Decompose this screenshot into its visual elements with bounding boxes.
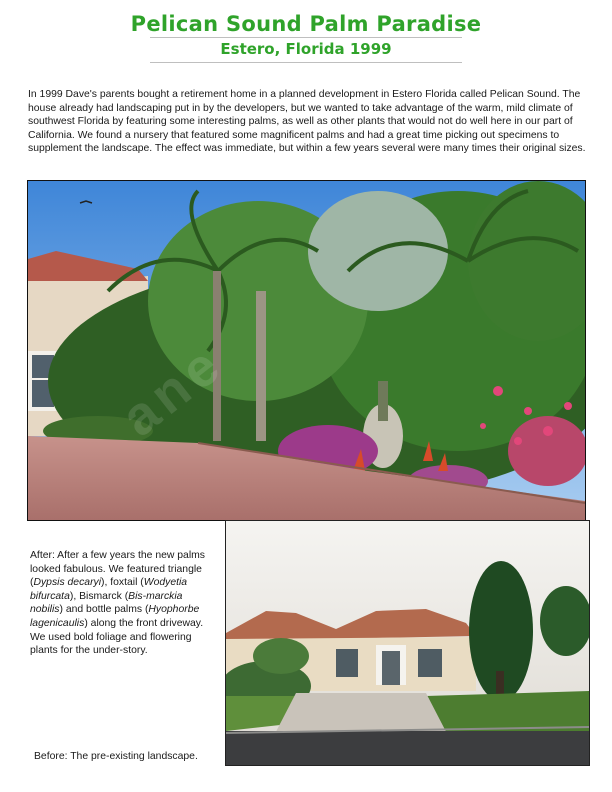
- page-title: Pelican Sound Palm Paradise: [130, 12, 482, 36]
- subtitle-divider: [150, 62, 462, 63]
- after-photo: [27, 180, 586, 521]
- after-caption-text-1: After: After a few years the new palms looked fabulous. We featured triangle (: [30, 550, 205, 589]
- after-caption-text-5: ) along the front driveway. We used bold foliage and flowering plants for the under-story.: [30, 617, 204, 657]
- species-triangle-palm: Dypsis decaryi: [33, 577, 102, 589]
- after-caption-text-4: ) and bottle palms (: [59, 604, 149, 616]
- before-caption: Before: The pre-existing landscape.: [34, 751, 198, 762]
- species-bismarck-palm: Bis-marckia nobilis: [30, 590, 183, 616]
- intro-paragraph: In 1999 Dave's parents bought a retirement home in a planned development in Estero Florida called Pelican Sound. The house already had landscaping put in by the developers, but we wanted to take advantage of the warm, mild climate of southwest Florida by featuring some interesting palms, as well as other plants that would not do well here in our part of California. We found a nursery that featured some magnificent palms and had a great time picking out specimens to supplement the landscape. The effect was immediate, but within a few years several were many times their original sizes.: [28, 89, 586, 155]
- species-bottle-palm: Hyophorbe lagenicaulis: [30, 604, 200, 629]
- page-subtitle: Estero, Florida 1999: [220, 40, 392, 58]
- title-divider: [150, 37, 462, 38]
- after-caption: [30, 549, 216, 658]
- after-caption-text-3: ), Bismarck (: [69, 590, 129, 602]
- before-photo: [225, 520, 590, 766]
- after-caption-text-2: ), foxtail (: [101, 577, 144, 589]
- species-foxtail-palm: Wodyetia bifurcata: [30, 577, 188, 602]
